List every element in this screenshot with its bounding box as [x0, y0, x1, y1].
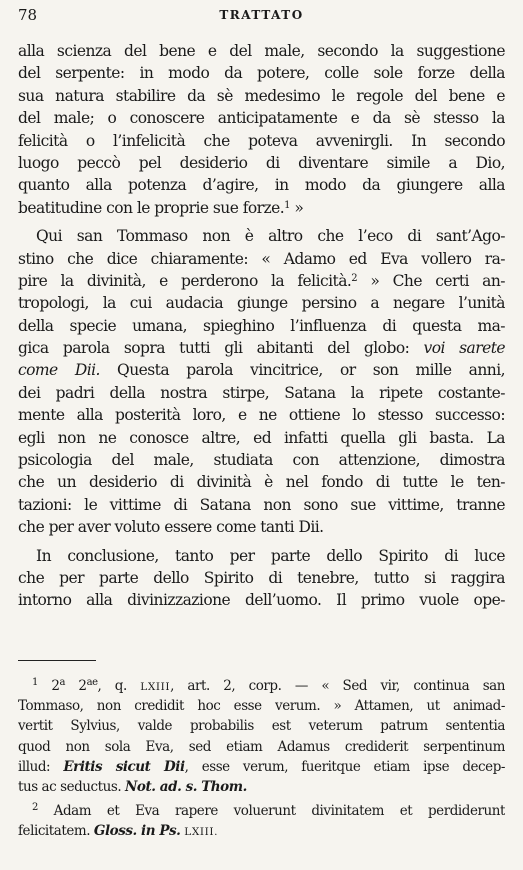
quote-italic: Eritis sicut Dii	[63, 758, 185, 775]
text-line: In conclusione, tanto per parte dello Spirito di luce	[36, 546, 505, 565]
footnote-line: felicitatem. Gloss. in Ps. LXIII.	[18, 823, 219, 840]
footnote-line: quod non sola Eva, sed etiam Adamus crediderit serpentinum	[18, 738, 505, 755]
footnote-line: illud: Eritis sicut Dii, esse verum, fueritque etiam ipse decep-	[18, 758, 505, 775]
footnotes	[18, 676, 505, 842]
text-line: alla scienza del bene e del male, secondo la suggestione	[18, 42, 505, 60]
paragraph-2	[18, 225, 505, 538]
paragraph-1	[18, 40, 505, 219]
quote-italic: voi sarete	[423, 339, 505, 358]
text-line: che per aver voluto essere come tanti Dii.	[18, 518, 324, 537]
footnote-line: Tommaso, non credidit hoc esse verum. » Attamen, ut animad-	[18, 698, 505, 715]
footnote-line: tus ac seductus. Not. ad. s. Thom.	[18, 778, 247, 795]
citation-italic: Gloss. in Ps.	[93, 823, 181, 840]
text-line: mente alla posterità loro, e ne ottiene lo stesso successo:	[18, 406, 505, 425]
citation-italic: Not. ad. s. Thom.	[125, 778, 247, 795]
footnote-divider	[18, 660, 96, 661]
text-line: intorno alla divinizzazione dell’uomo. Il primo vuole ope-	[18, 591, 505, 610]
text-line: sua natura stabilire da sè medesimo le regole del bene e	[18, 86, 505, 105]
text-line: quanto alla potenza d’agire, in modo da giungere alla	[18, 176, 505, 195]
text-line: che un desiderio di divinità è nel fondo di tutte le ten-	[18, 473, 505, 492]
footnote-line: $^2$ Adam et Eva rapere voluerunt divinitatem et perdiderunt	[32, 802, 505, 820]
text-line: gica parola sopra tutti gli abitanti del globo: voi sarete	[18, 339, 505, 358]
text-line: pire la divinità, e perderono la felicità.$^2$ » Che certi an-	[18, 271, 505, 290]
text-line: della specie umana, spieghino l’influenza di questa ma-	[18, 316, 505, 335]
text-line: Qui san Tommaso non è altro che l’eco di sant’Ago-	[36, 227, 505, 246]
footnote-marker: 1	[32, 677, 38, 688]
paragraph-3	[18, 545, 505, 612]
footnote-line: $^1$ 2$^a$ $2^{ae}$, q. LXIII, art. 2, corp. — « Sed vir, continua san	[32, 677, 505, 694]
footnote-ref-1: 1	[284, 199, 290, 211]
text-line: come Dii. Questa parola vincitrice, or son mille anni,	[18, 361, 505, 380]
text-line: psicologia del male, studiata con attenzione, dimostra	[18, 451, 505, 470]
text-line: tropologi, la cui audacia giunge persino a negare l’unità	[18, 294, 505, 313]
text-line: felicità o l’infelicità che poteva avvenirgli. In secondo	[18, 131, 505, 150]
quote-italic: come Dii.	[18, 361, 100, 380]
footnote-marker: 2	[32, 802, 38, 814]
text-line: che per parte dello Spirito di tenebre, tutto si raggira	[18, 568, 505, 587]
footnote-1	[18, 676, 505, 797]
page-header	[18, 6, 505, 26]
running-title: TRATTATO	[219, 8, 304, 22]
text-line: dei padri della nostra stirpe, Satana la ripete costante-	[18, 383, 505, 402]
text-line: beatitudine con le proprie sue forze.$^1$ »	[18, 198, 304, 217]
main-text	[18, 40, 505, 612]
text-line: stino che dice chiaramente: « Adamo ed Eva vollero ra-	[18, 249, 505, 268]
text-line: tazioni: le vittime di Satana non sono sue vittime, tranne	[18, 495, 505, 514]
text-line: egli non ne conosce altre, ed infatti quella gli basta. La	[18, 428, 505, 447]
footnote-line: vertit Sylvius, valde probabilis est veterum patrum sententia	[18, 718, 505, 735]
footnote-ref-2: 2	[351, 272, 358, 284]
page-number: 78	[18, 6, 38, 24]
text-line: del serpente: in modo da potere, colle sole forze della	[18, 64, 505, 83]
footnote-2	[18, 801, 505, 841]
text-line: luogo peccò pel desiderio di diventare simile a Dio,	[18, 153, 505, 172]
text-line: del male; o conoscere anticipatamente e da sè stesso la	[18, 109, 505, 128]
